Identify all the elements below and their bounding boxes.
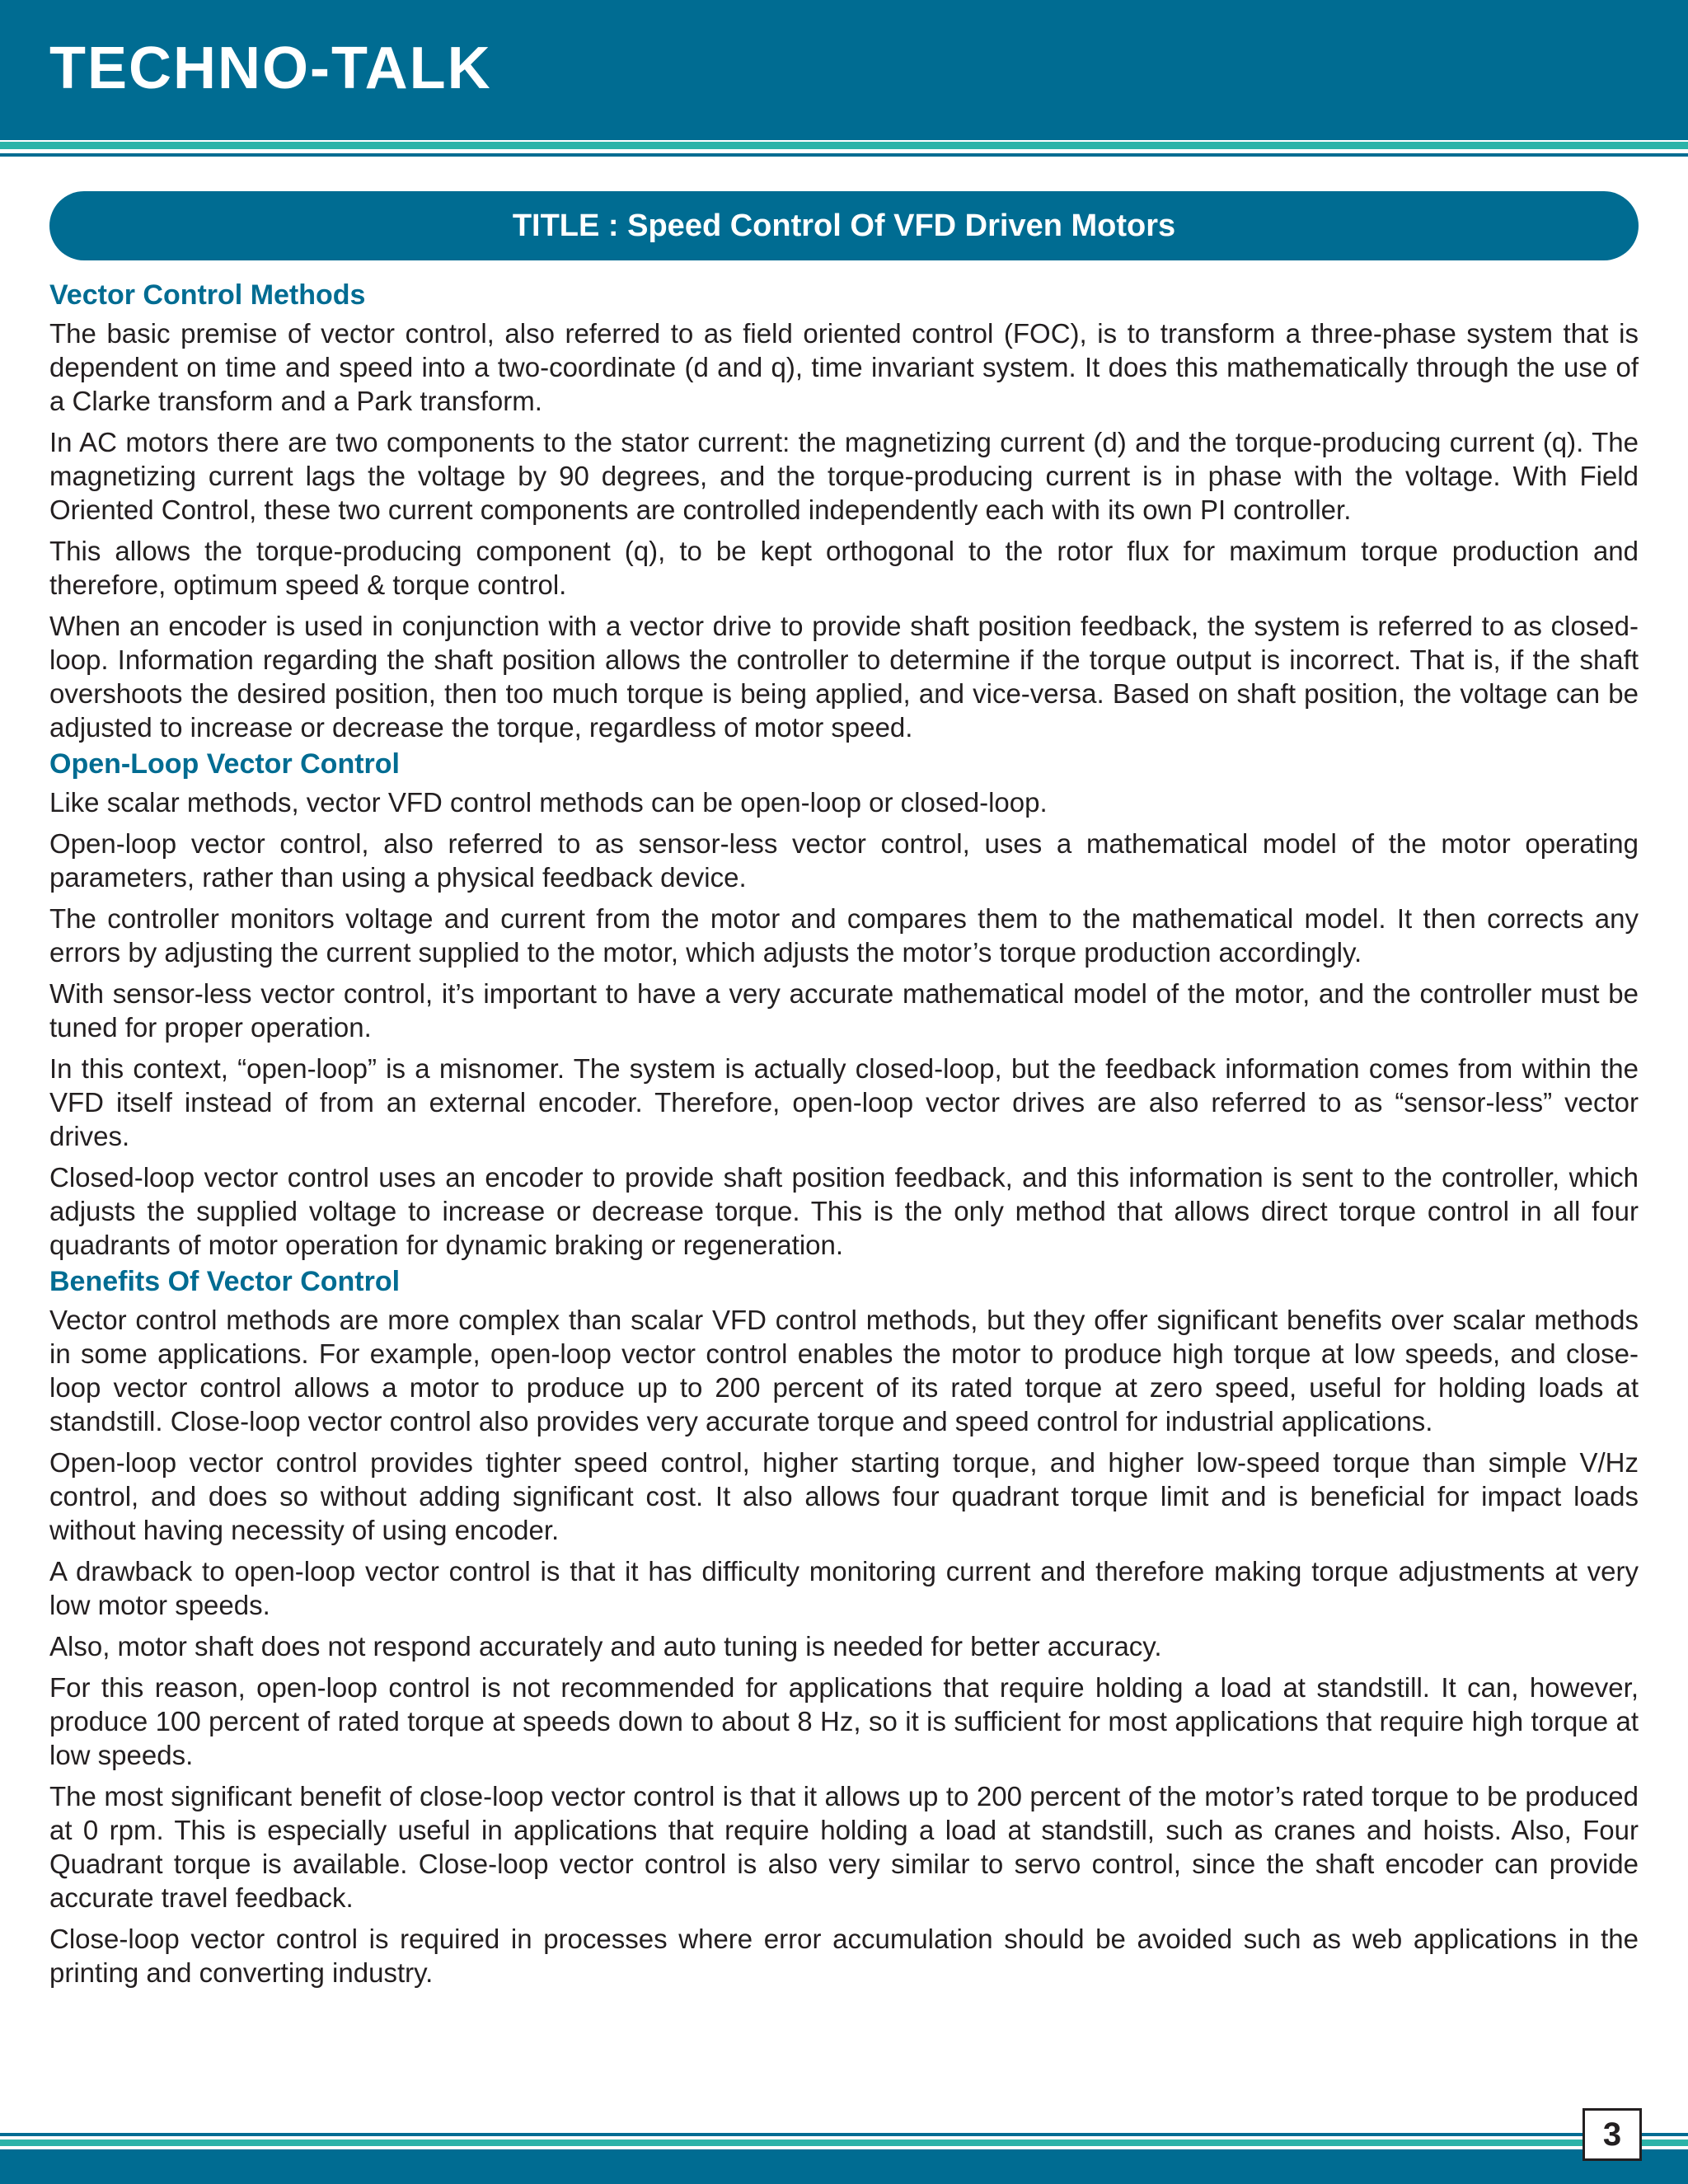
paragraph: In this context, “open-loop” is a misnomer. The system is actually closed-loop, but the feedback information comes from within the VFD itself instead of from an external encoder. Therefore, open-loop vector drives are also referred to as “sensor-less” vector drives. — [49, 1053, 1639, 1151]
paragraph: Close-loop vector control is required in processes where error accumulation should be avoided such as web applications in the printing and converting industry. — [49, 1924, 1639, 1988]
header-accent-stripe — [0, 142, 1688, 149]
paragraph: Like scalar methods, vector VFD control methods can be open-loop or closed-loop. — [49, 787, 1048, 818]
section-heading-vector-control-methods: Vector Control Methods — [49, 279, 366, 311]
paragraph: When an encoder is used in conjunction with a vector drive to provide shaft position feedback, the system is referred to as closed-loop. Information regarding the shaft position allows the controller to determine if the torque output is incorrect. That is, if the shaft overshoots the desired position, then too much torque is being applied, and vice-versa. Based on shaft position, the voltage can be adjusted to increase or decrease the torque, regardless of motor speed. — [49, 611, 1639, 743]
paragraph: The controller monitors voltage and current from the motor and compares them to the mathematical model. It then corrects any errors by adjusting the current supplied to the motor, which adjusts the motor’s torque production accordingly. — [49, 903, 1639, 968]
article-body — [49, 277, 1639, 1997]
section-heading-benefits-of-vector-control: Benefits Of Vector Control — [49, 1266, 401, 1297]
paragraph: This allows the torque-producing component (q), to be kept orthogonal to the rotor flux for maximum torque production and therefore, optimum speed & torque control. — [49, 536, 1639, 600]
section-heading-open-loop-vector-control: Open-Loop Vector Control — [49, 748, 400, 780]
paragraph: Closed-loop vector control uses an encoder to provide shaft position feedback, and this information is sent to the controller, which adjusts the supplied voltage to increase or decrease torque. This is the only method that allows direct torque control in all four quadrants of motor operation for dynamic braking or regeneration. — [49, 1162, 1639, 1260]
page-number: 3 — [1582, 2108, 1642, 2161]
paragraph: Vector control methods are more complex than scalar VFD control methods, but they offer significant benefits over scalar methods in some applications. For example, open-loop vector control enables the motor to produce high torque at low speeds, and close-loop vector control allows a motor to produce up to 200 percent of its rated torque at zero speed, useful for holding loads at standstill. Close-loop vector control also provides very accurate torque and speed control for industrial applications. — [49, 1305, 1639, 1436]
paragraph: The basic premise of vector control, also referred to as field oriented control (FOC), is to transform a three-phase system that is dependent on time and speed into a two-coordinate (d and q), time invariant system. It does this mathematically through the use of a Clarke transform and a Park transform. — [49, 318, 1639, 416]
paragraph: The most significant benefit of close-loop vector control is that it allows up to 200 percent of the motor’s rated torque to be produced at 0 rpm. This is especially useful in applications that require holding a load at standstill, such as cranes and hoists. Also, Four Quadrant torque is available. Close-loop vector control is also very similar to servo control, since the shaft encoder can provide accurate travel feedback. — [49, 1781, 1639, 1913]
paragraph: Also, motor shaft does not respond accurately and auto tuning is needed for better accuracy. — [49, 1631, 1162, 1661]
footer-band — [0, 2149, 1688, 2184]
footer-divider-line — [0, 2133, 1688, 2136]
magazine-section-title: TECHNO-TALK — [49, 35, 492, 101]
paragraph: Open-loop vector control provides tighter speed control, higher starting torque, and higher low-speed torque than simple V/Hz control, and does so without adding significant cost. It also allows four quadrant torque limit and is beneficial for impact loads without having necessity of using encoder. — [49, 1447, 1639, 1545]
header-divider-line — [0, 153, 1688, 157]
paragraph: In AC motors there are two components to the stator current: the magnetizing current (d) and the torque-producing current (q). The magnetizing current lags the voltage by 90 degrees, and the torque-producing current is in phase with the voltage. With Field Oriented Control, these two current components are controlled independently each with its own PI controller. — [49, 427, 1639, 525]
paragraph: A drawback to open-loop vector control is that it has difficulty monitoring current and therefore making torque adjustments at very low motor speeds. — [49, 1556, 1639, 1620]
paragraph: For this reason, open-loop control is not recommended for applications that require holding a load at standstill. It can, however, produce 100 percent of rated torque at speeds down to about 8 Hz, so it is sufficient for most applications that require high torque at low speeds. — [49, 1672, 1639, 1770]
footer-accent-stripe — [0, 2139, 1688, 2146]
article-title-banner: TITLE : Speed Control Of VFD Driven Motors — [49, 191, 1639, 260]
paragraph: With sensor-less vector control, it’s important to have a very accurate mathematical model of the motor, and the controller must be tuned for proper operation. — [49, 978, 1639, 1043]
paragraph: Open-loop vector control, also referred to as sensor-less vector control, uses a mathematical model of the motor operating parameters, rather than using a physical feedback device. — [49, 828, 1639, 893]
